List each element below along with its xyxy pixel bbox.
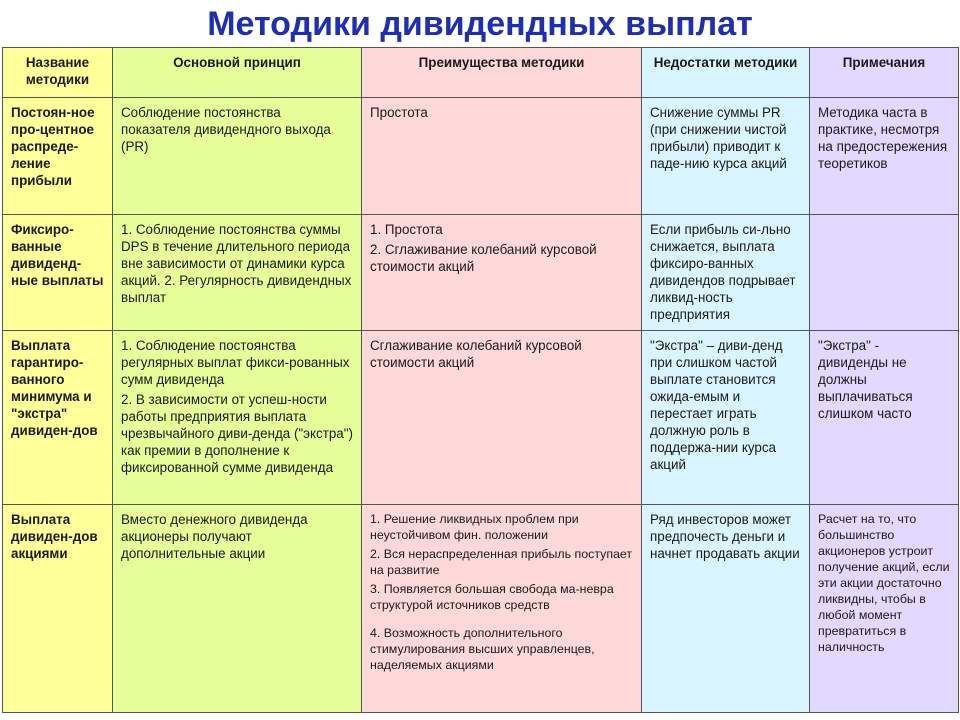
principle-cell bbox=[113, 215, 362, 331]
notes-cell bbox=[810, 215, 959, 331]
header-advantages: Преимущества методики bbox=[362, 48, 642, 98]
methods-table bbox=[2, 47, 959, 713]
advantage-text: 1. Решение ликвидных проблем при неустойчивом фин. положении bbox=[370, 512, 579, 542]
disadvantages-cell bbox=[642, 331, 810, 505]
header-name: Название методики bbox=[3, 48, 113, 98]
disadvantages-cell bbox=[642, 505, 810, 713]
advantage-text: Сглаживание колебаний курсовой стоимости акций bbox=[370, 338, 582, 370]
advantages-cell bbox=[362, 215, 642, 331]
header-disadvantages: Недостатки методики bbox=[642, 48, 810, 98]
method-name: Постоян-ное про-центное распреде-ление прибыли bbox=[3, 98, 113, 215]
advantage-text: Простота bbox=[370, 105, 428, 120]
advantage-text: 1. Простота bbox=[370, 222, 443, 237]
method-name: Фиксиро-ванные дивиденд-ные выплаты bbox=[3, 215, 113, 331]
header-principle: Основной принцип bbox=[113, 48, 362, 98]
table-row bbox=[3, 98, 959, 215]
slide-title: Методики дивидендных выплат bbox=[207, 5, 753, 43]
method-name: Выплата дивиден-дов акциями bbox=[3, 505, 113, 713]
table-row bbox=[3, 215, 959, 331]
disadvantage-text: Снижение суммы PR (при снижении чистой прибыли) приводит к паде-нию курса акций bbox=[650, 105, 787, 171]
disadvantage-text: Если прибыль си-льно снижается, выплата фиксиро-ванных дивидендов подрывает ликвид-ность предприятия bbox=[650, 222, 796, 322]
advantage-text: 3. Появляется большая свобода ма-невра структурой источников средств bbox=[370, 582, 614, 612]
principle-text: Соблюдение постоянства показателя дивидендного выхода (PR) bbox=[121, 105, 331, 154]
note-text: "Экстра" - дивиденды не должны выплачиваться слишком часто bbox=[818, 338, 913, 421]
note-text: Методика часта в практике, несмотря на предостережения теоретиков bbox=[818, 105, 948, 171]
principle-text: 2. В зависимости от успеш-ности работы предприятия выплата чрезвычайного диви-денда ("экстра") как премии в дополнение к фиксированной сумме дивиденда bbox=[121, 392, 353, 475]
header-notes: Примечания bbox=[810, 48, 959, 98]
advantage-text: 2. Сглаживание колебаний курсовой стоимости акций bbox=[370, 242, 597, 274]
method-name: Выплата гарантиро-ванного минимума и "экстра" дивиден-дов bbox=[3, 331, 113, 505]
principle-cell bbox=[113, 505, 362, 713]
advantage-text: 2. Вся нераспределенная прибыль поступает на развитие bbox=[370, 547, 633, 577]
disadvantage-text: "Экстра" – диви-денд при слишком частой выплате становится ожида-емым и перестает играть должную роль в поддержа-нии курса акций bbox=[650, 338, 783, 472]
notes-cell bbox=[810, 505, 959, 713]
table-row bbox=[3, 331, 959, 505]
principle-cell bbox=[113, 98, 362, 215]
notes-cell bbox=[810, 331, 959, 505]
notes-cell bbox=[810, 98, 959, 215]
table-row bbox=[3, 505, 959, 713]
disadvantages-cell bbox=[642, 98, 810, 215]
header-row bbox=[3, 48, 959, 98]
note-text: Расчет на то, что большинство акционеров устроит получение акций, если эти акции достаточно ликвидны, чтобы в любой момент превратиться в наличность bbox=[818, 512, 950, 654]
advantage-text: 4. Возможность дополнительного стимулирования высших управленцев, наделяемых акциями bbox=[370, 626, 595, 672]
advantages-cell bbox=[362, 331, 642, 505]
principle-text: 1. Соблюдение постоянства суммы DPS в течение длительного периода вне зависимости от динамики курса акций. 2. Регулярность дивидендных выплат bbox=[121, 222, 352, 305]
principle-cell bbox=[113, 331, 362, 505]
disadvantages-cell bbox=[642, 215, 810, 331]
principle-text: 1. Соблюдение постоянства регулярных выплат фикси-рованных сумм дивиденда bbox=[121, 338, 350, 387]
advantages-cell bbox=[362, 505, 642, 713]
principle-text: Вместо денежного дивиденда акционеры получают дополнительные акции bbox=[121, 512, 308, 561]
disadvantage-text: Ряд инвесторов может предпочесть деньги и начнет продавать акции bbox=[650, 512, 800, 561]
advantages-cell bbox=[362, 98, 642, 215]
